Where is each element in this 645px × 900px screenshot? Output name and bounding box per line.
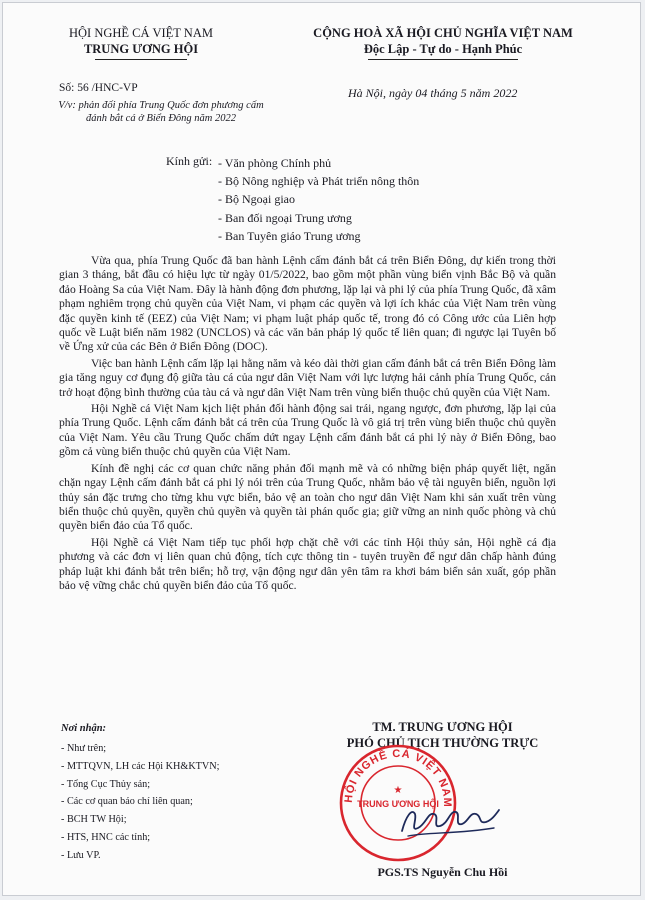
letter-body (59, 254, 556, 595)
recipient-list (218, 154, 419, 245)
recipient-item: - Bộ Nông nghiệp và Phát triển nông thôn (218, 174, 420, 189)
body-paragraph: Kính đề nghị các cơ quan chức năng phản đối mạnh mẽ và có những biện pháp quyết liệt, ngăn chặn ngay Lệnh cấm đánh bắt cá phi lý nói trên của Trung Quốc, nhằm bảo vệ tài nguyên biển, nguồn lợi thủy sản đặc trưng cho từng khu vực biển, bảo vệ an toàn cho ngư dân Việt Nam khi sản xuất trên vùng biển thuộc chủ quyền, quyền chủ quyền và quyền tài phán quốc gia; giữ vững an ninh quốc phòng và chủ quyền biển đảo của Tổ quốc. (59, 461, 556, 533)
recipient-item: - Ban đối ngoại Trung ương (218, 210, 352, 225)
distribution-item: - Như trên; (61, 743, 107, 754)
national-motto: Độc Lập - Tự do - Hạnh Phúc (363, 42, 523, 56)
distribution-item: - Lưu VP. (61, 849, 101, 861)
org-name: HỘI NGHỀ CÁ VIỆT NAM (69, 26, 213, 40)
document-page (2, 2, 641, 896)
body-paragraph: Hội Nghề cá Việt Nam kịch liệt phản đối hành động sai trái, ngang ngược, đơn phương, lặp lại của phía Trung Quốc. Lệnh cấm đánh bắt cá trên của Trung Quốc là vô giá trị trên vùng biển thuộc chủ quyền của Việt Nam. Yêu cầu Trung Quốc chấm dứt ngay Lệnh cấm đánh bắt cá phi lý này ở Biển Đông, bao gồm cả vùng biển thuộc chủ quyền của Việt Nam. (59, 402, 556, 459)
document-date: Hà Nội, ngày 04 tháng 5 năm 2022 (348, 86, 518, 100)
body-paragraph: Vừa qua, phía Trung Quốc đã ban hành Lệnh cấm đánh bắt cá trên Biển Đông, dự kiến trong thời gian 3 tháng, bắt đầu có hiệu lực từ ngày 01/5/2022, bao gồm một phần vùng biển vịnh Bắc Bộ và quần đảo Hoàng Sa của Việt Nam. Đây là hành động đơn phương, lặp lại và phi lý của phía Trung Quốc, đã xâm phạm nghiêm trọng chủ quyền của Việt Nam, vi phạm các quyền và lợi ích khác của Việt Nam trên vùng đặc quyền kinh tế (EEZ) của Việt Nam; vi phạm luật pháp quốc tế, trong đó có Công ước của Liên hợp quốc về Luật biển năm 1982 (UNCLOS) và các văn bản pháp lý quốc tế liên quan; đi ngược lại Tuyên bố về Ứng xử của các Bên ở Biển Đông (DOC). (59, 254, 556, 354)
stamp-center-text: TRUNG ƯƠNG HỘI (357, 799, 439, 809)
stamp-star-icon: ★ (393, 785, 403, 796)
document-subject: V/v: phản đối phía Trung Quốc đơn phương cấm đánh bắt cá ở Biển Đông năm 2022 (58, 100, 264, 124)
org-unit: TRUNG ƯƠNG HỘI (83, 42, 199, 56)
body-paragraph: Hội Nghề cá Việt Nam tiếp tục phối hợp chặt chẽ với các tỉnh Hội thủy sản, Hội nghề cá địa phương và các đơn vị liên quan chủ động, tích cực thông tin - tuyên truyền để ngư dân chấp hành đúng pháp luật khi đánh bắt trên biển; hỗ trợ, vận động ngư dân yên tâm ra khơi bám biển sản xuất, góp phần bảo vệ vững chắc chủ quyền biển đảo của Tổ quốc. (59, 535, 556, 592)
stamp-ring-text: HỘI NGHỀ CÁ VIỆT NAM (342, 747, 454, 808)
recipient-item: - Ban Tuyên giáo Trung ương (218, 228, 361, 243)
distribution-item: - HTS, HNC các tỉnh; (61, 831, 151, 843)
handwritten-signature (398, 798, 503, 843)
recipient-item: - Bộ Ngoại giao (218, 192, 295, 207)
kinh-gui-label: Kính gửi: (166, 154, 213, 168)
distribution-list (61, 740, 219, 865)
noi-nhan-label: Nơi nhận: (61, 723, 107, 734)
organization-header (31, 25, 251, 60)
header-underline (95, 59, 187, 60)
signature-underline-stroke (408, 828, 494, 836)
signature-stroke (402, 810, 499, 831)
recipient-item: - Văn phòng Chính phủ (218, 156, 332, 170)
signature-line-2: PHÓ CHỦ TỊCH THƯỜNG TRỰC (346, 736, 539, 750)
national-header (258, 25, 628, 60)
distribution-item: - BCH TW Hội; (61, 814, 127, 826)
document-number: Số: 56 /HNC-VP (59, 82, 138, 94)
signer-name: PGS.TS Nguyễn Chu Hồi (377, 865, 508, 879)
distribution-item: - MTTQVN, LH các Hội KH&KTVN; (61, 760, 220, 772)
distribution-item: - Các cơ quan báo chí liên quan; (61, 796, 193, 808)
signature-line-1: TM. TRUNG ƯƠNG HỘI (372, 720, 513, 734)
distribution-item: - Tổng Cục Thủy sản; (61, 778, 151, 790)
body-paragraph: Việc ban hành Lệnh cấm lặp lại hằng năm và kéo dài thời gian cấm đánh bắt cá trên Biển Đông làm gia tăng nguy cơ đụng độ giữa tàu cá của ngư dân Việt Nam với lực lượng hải cảnh phía Trung Quốc, cản trở hoạt động bình thường của tàu cá và ngư dân Việt Nam trên vùng biển thuộc chủ quyền của Việt Nam. (59, 356, 556, 399)
motto-underline (368, 59, 518, 60)
country-name: CỘNG HOÀ XÃ HỘI CHỦ NGHĨA VIỆT NAM (313, 26, 573, 40)
